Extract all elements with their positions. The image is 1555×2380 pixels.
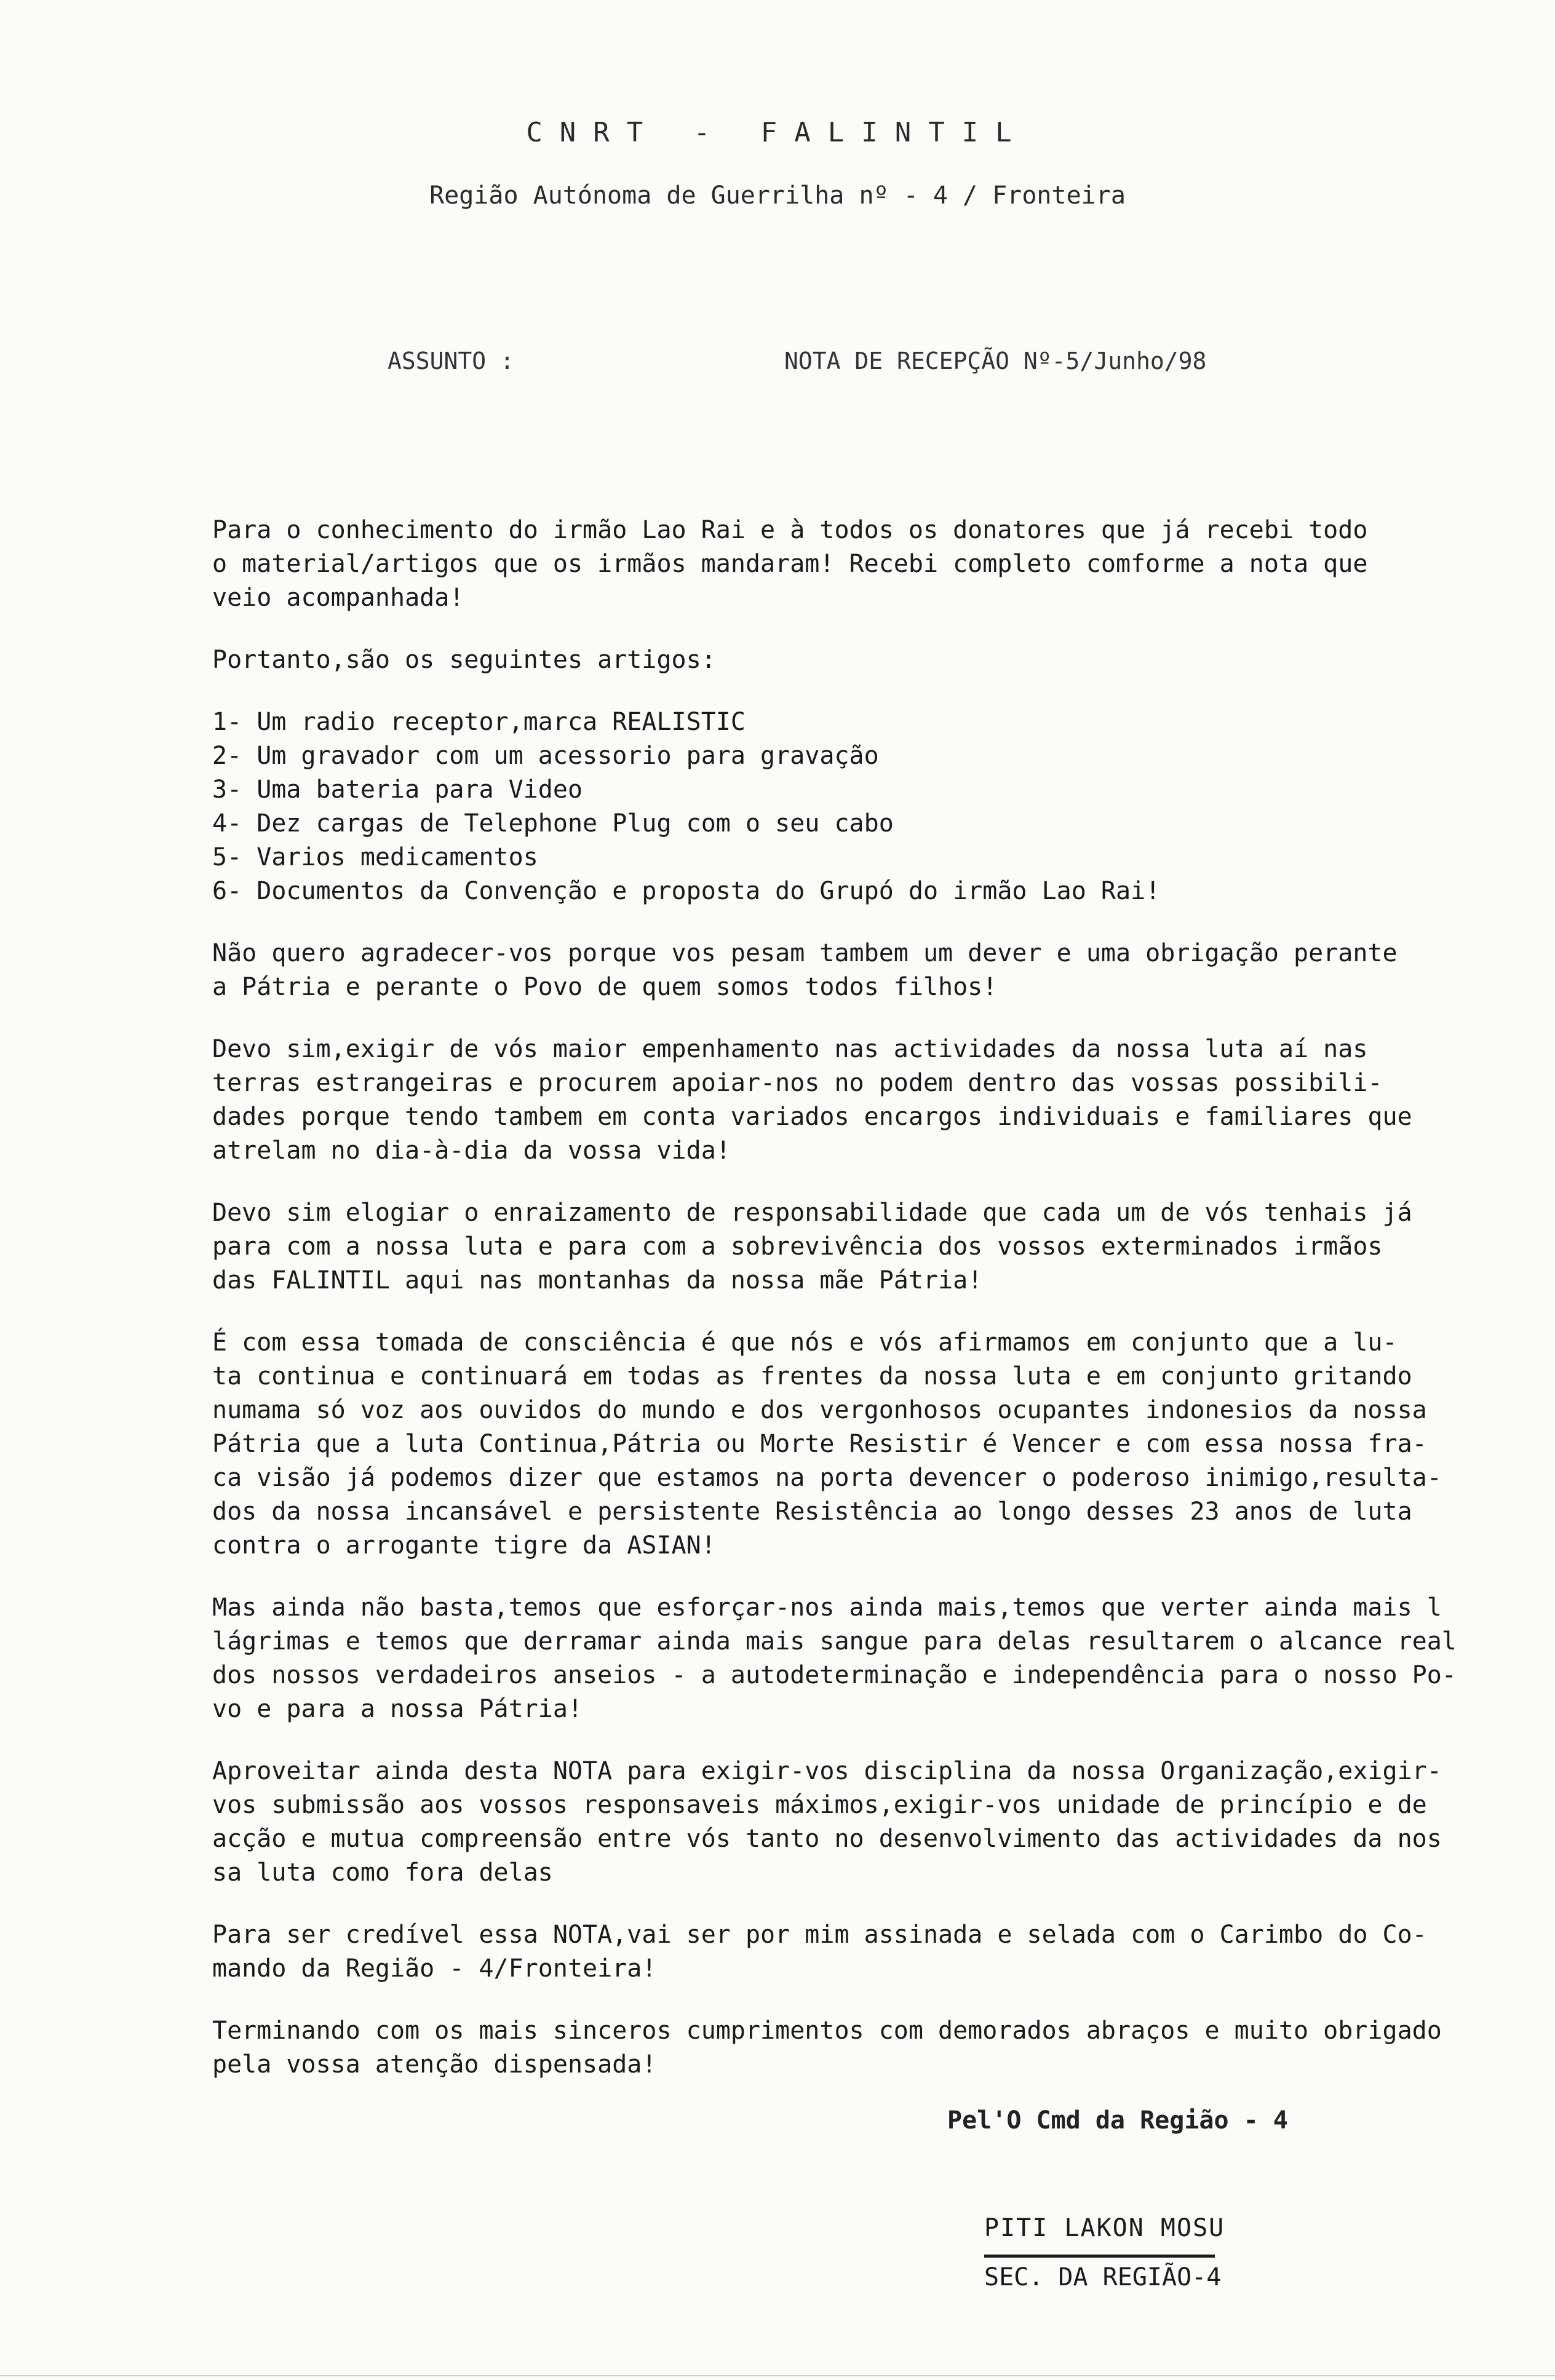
paragraph-8: Terminando com os mais sinceros cumprimentos com demorados abraços e muito obrigado pela vossa atenção dispensada! — [212, 2017, 1442, 2079]
list-item: 5- Varios medicamentos — [212, 843, 538, 871]
region-header: Região Autónoma de Guerrilha nº - 4 / Fronteira — [429, 181, 1126, 210]
items-list — [212, 705, 1479, 908]
list-item: 3- Uma bateria para Video — [212, 775, 583, 804]
signature-underline — [984, 2255, 1215, 2258]
list-intro: Portanto,são os seguintes artigos: — [212, 646, 716, 674]
paragraph-6: Aproveitar ainda desta NOTA para exigir-vos disciplina da nossa Organização,exigir- vos submissão aos vossos responsaveis máximos,exigir-vos unidade de princípio e de acção e mutua compreensão entre vós tanto no desenvolvimento das actividades da nos sa luta como fora delas — [212, 1757, 1442, 1887]
signatory-title: SEC. DA REGIÃO-4 — [984, 2263, 1222, 2291]
intro-paragraph: Para o conhecimento do irmão Lao Rai e à todos os donatores que já recebi todo o material/artigos que os irmãos mandaram! Recebi completo comforme a nota que veio acompanhada! — [212, 516, 1368, 612]
list-item: 4- Dez cargas de Telephone Plug com o seu cabo — [212, 809, 894, 838]
paragraph-2: Devo sim,exigir de vós maior empenhamento nas actividades da nossa luta aí nas terras estrangeiras e procurem apoiar-nos no podem dentro das vossas possibili- dades porque tendo tambem em conta variados encargos individuais e familiares que atrelam no dia-à-dia da vossa vida! — [212, 1035, 1412, 1165]
list-item: 6- Documentos da Convenção e proposta do Grupó do irmão Lao Rai! — [212, 877, 1161, 905]
letter-body — [212, 514, 1479, 2110]
list-item: 2- Um gravador com um acessorio para gravação — [212, 742, 879, 770]
paragraph-3: Devo sim elogiar o enraizamento de responsabilidade que cada um de vós tenhais já para com a nossa luta e para com a sobrevivência dos vossos exterminados irmãos das FALINTIL aqui nas montanhas da nossa mãe Pátria! — [212, 1199, 1412, 1295]
paragraph-5: Mas ainda não basta,temos que esforçar-nos ainda mais,temos que verter ainda mais l lágrimas e temos que derramar ainda mais sangue para delas resultarem o alcance real dos nossos verdadeiros anseios - a autodeterminação e independência para o nosso Po- vo e para a nossa Pátria! — [212, 1593, 1457, 1723]
paragraph-1: Não quero agradecer-vos porque vos pesam tambem um dever e uma obrigação perante a Pátria e perante o Povo de quem somos todos filhos! — [212, 939, 1398, 1001]
paragraph-4: É com essa tomada de consciência é que nós e vós afirmamos em conjunto que a lu- ta continua e continuará em todas as frentes da nossa luta e em conjunto gritando numama só voz aos ouvidos do mundo e dos vergonhosos ocupantes indonesios da nossa Pátria que a luta Continua,Pátria ou Morte Resistir é Vencer e com essa nossa fra- ca visão já podemos dizer que estamos na porta devencer o poderoso inimigo,resulta- dos da nossa incansável e persistente Resistência ao longo desses 23 anos de luta contra o arrogante tigre da ASIAN! — [212, 1328, 1442, 1560]
organization-header: CNRT - FALINTIL — [526, 117, 1029, 148]
list-item: 1- Um radio receptor,marca REALISTIC — [212, 708, 746, 736]
subject-label: ASSUNTO : — [388, 347, 514, 375]
closing-line: Pel'O Cmd da Região - 4 — [947, 2106, 1288, 2135]
paragraph-7: Para ser credível essa NOTA,vai ser por mim assinada e selada com o Carimbo do Co- mando da Região - 4/Fronteira! — [212, 1921, 1427, 1983]
subject-value: NOTA DE RECEPÇÃO Nº-5/Junho/98 — [784, 347, 1207, 375]
page-bottom-edge — [0, 2375, 1555, 2376]
signatory-name: PITI LAKON MOSU — [984, 2214, 1225, 2242]
